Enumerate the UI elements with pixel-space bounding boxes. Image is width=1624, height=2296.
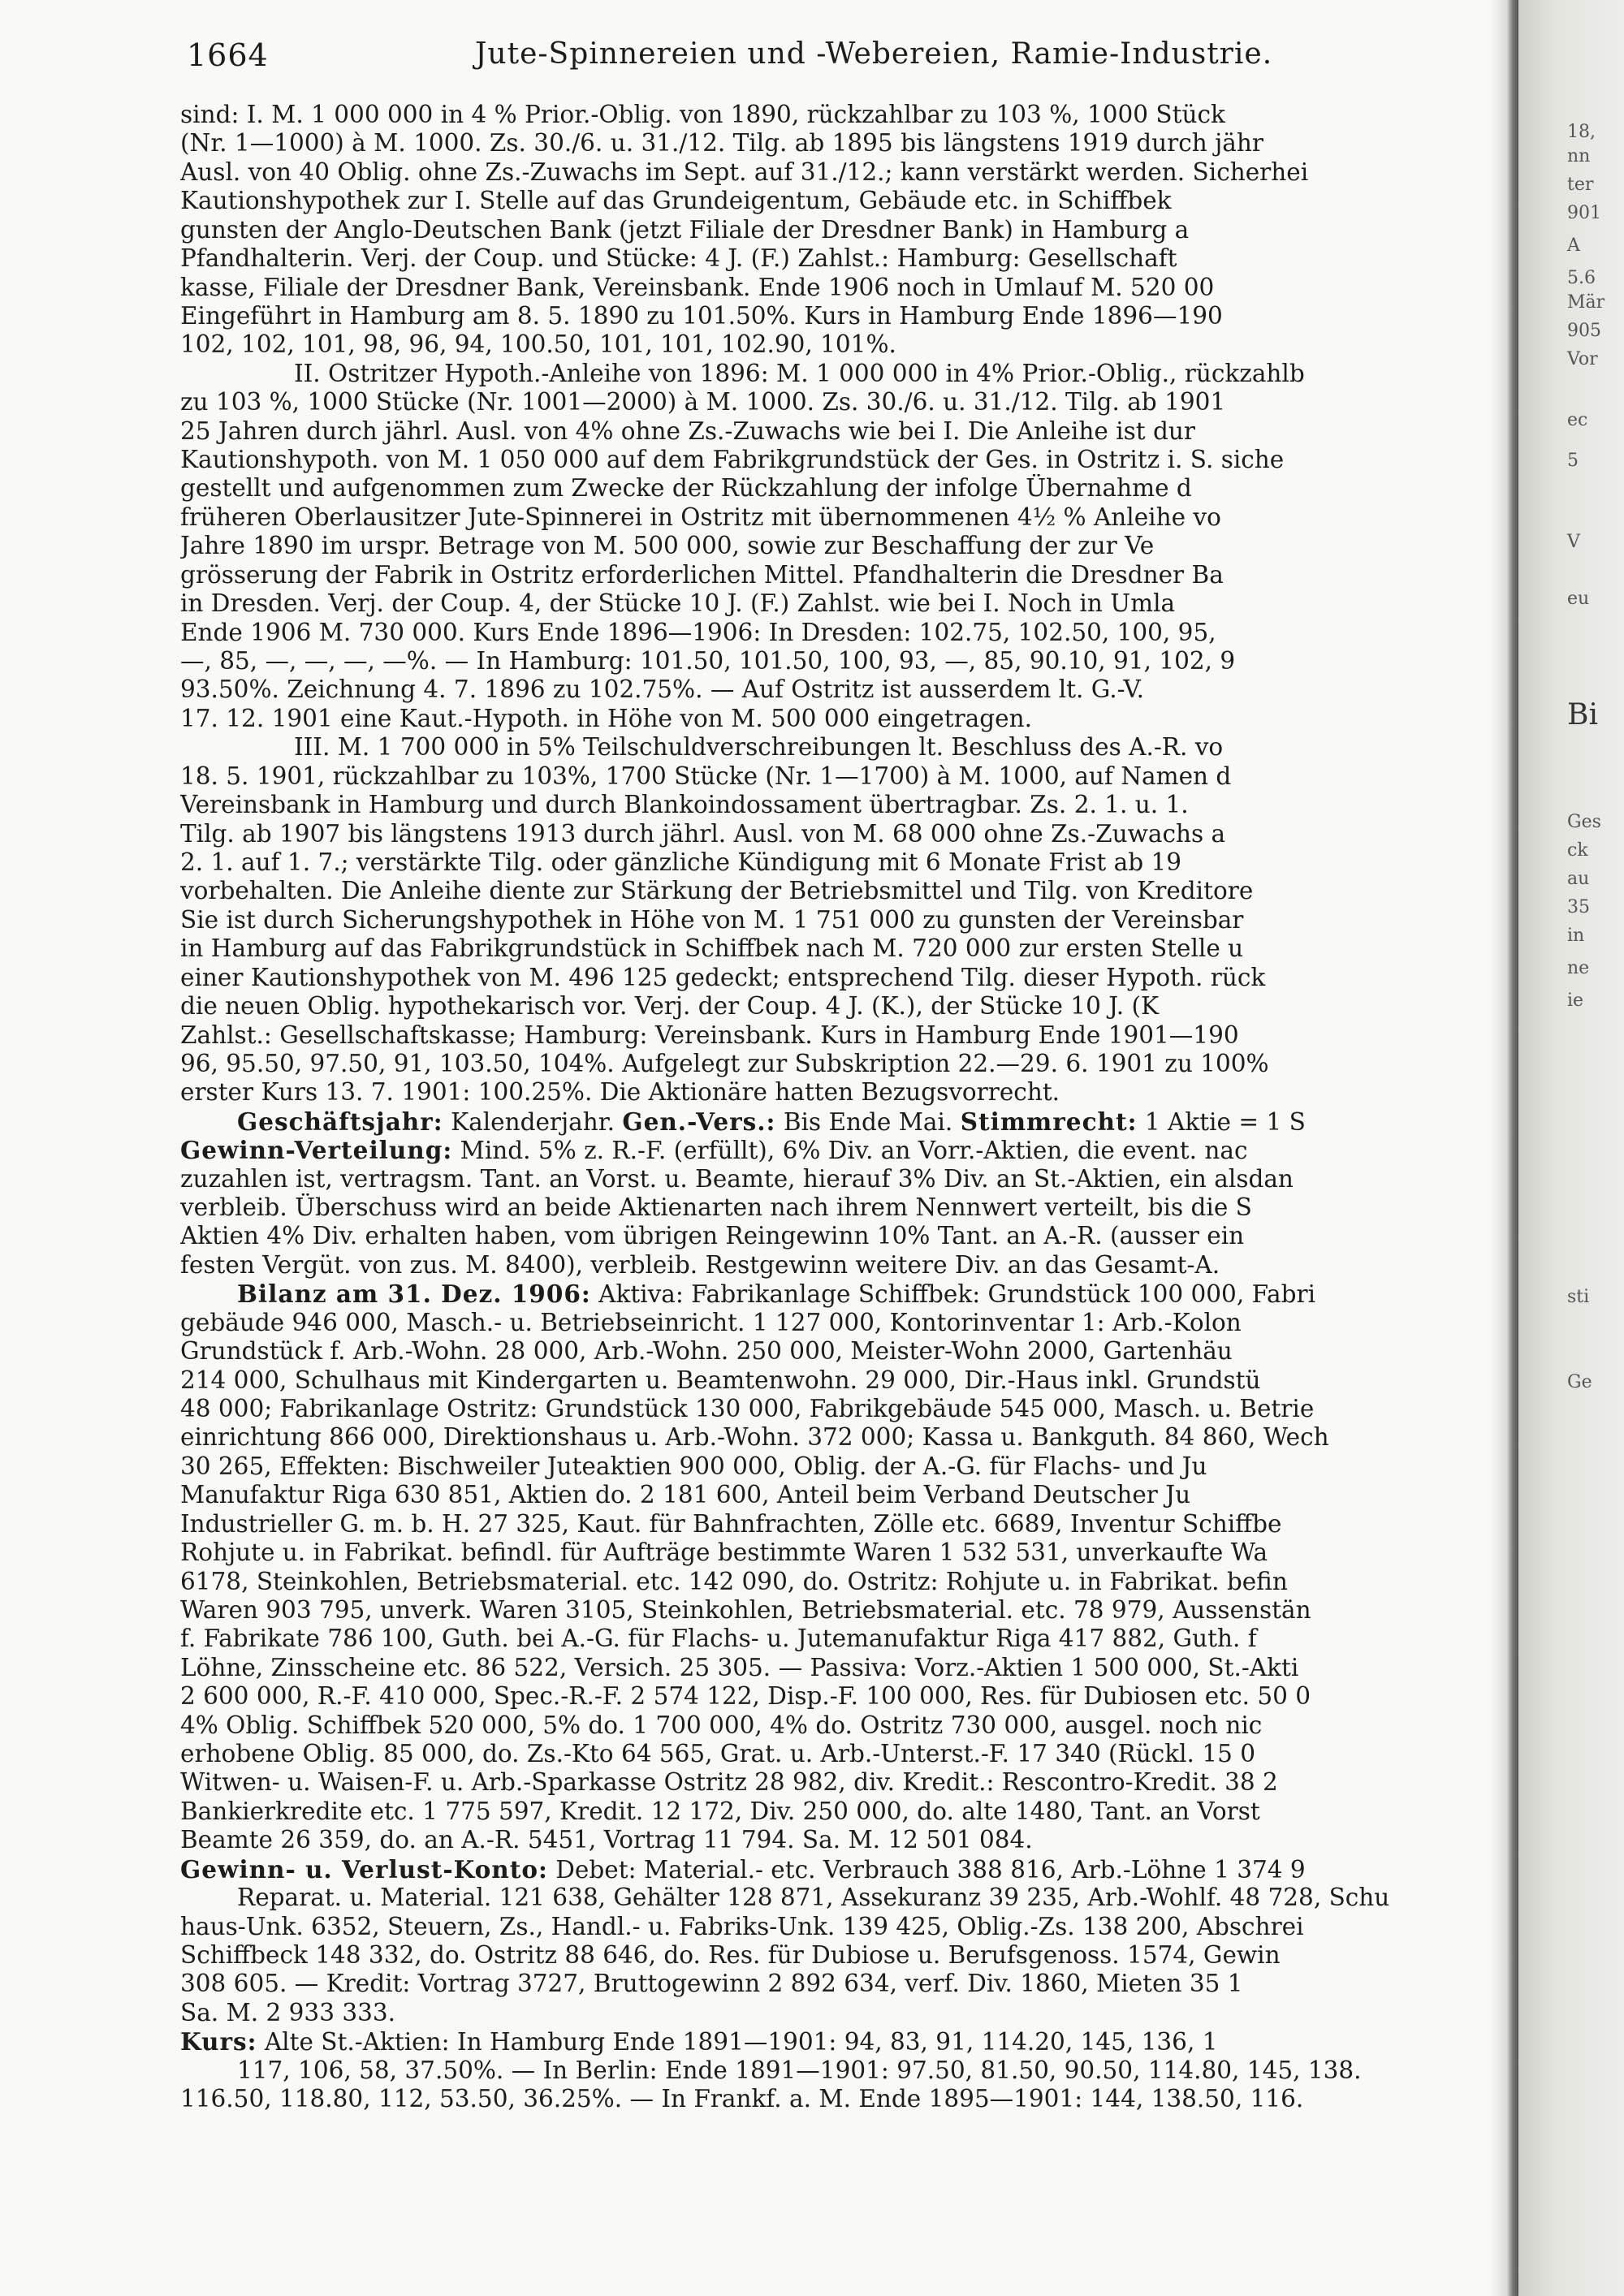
- text-line: in Hamburg auf das Fabrikgrundstück in Schiffbek nach M. 720 000 zur ersten Stelle u: [180, 934, 1244, 963]
- margin-fragment: ter: [1567, 175, 1594, 195]
- text-line: festen Vergüt. von zus. M. 8400), verbleib. Restgewinn weitere Div. an das Gesamt-A.: [180, 1250, 1220, 1279]
- text-line: sind: I. M. 1 000 000 in 4 % Prior.-Oblig. von 1890, rückzahlbar zu 103 %, 1000 Stück: [180, 101, 1225, 128]
- text-line-section: Gewinn-Verteilung: Mind. 5% z. R.-F. (erfüllt), 6% Div. an Vorr.-Aktien, die event. nac: [180, 1136, 1248, 1165]
- text-line: erster Kurs 13. 7. 1901: 100.25%. Die Aktionäre hatten Bezugsvorrecht.: [180, 1078, 1060, 1107]
- text-line: Zahlst.: Gesellschaftskasse; Hamburg: Vereinsbank. Kurs in Hamburg Ende 1901—190: [180, 1021, 1239, 1049]
- margin-fragment: in: [1567, 926, 1585, 946]
- text-line: Rohjute u. in Fabrikat. befindl. für Aufträge bestimmte Waren 1 532 531, unverkaufte Wa: [180, 1539, 1268, 1567]
- text-line: 2. 1. auf 1. 7.; verstärkte Tilg. oder gänzliche Kündigung mit 6 Monate Frist ab 19: [180, 848, 1182, 876]
- text-line: Kautionshypoth. von M. 1 050 000 auf dem Fabrikgrundstück der Ges. in Ostritz i. S. siche: [180, 446, 1285, 474]
- text-line: zu 103 %, 1000 Stücke (Nr. 1001—2000) à M. 1000. Zs. 30./6. u. 31./12. Tilg. ab 1901: [180, 388, 1226, 416]
- text-line: 116.50, 118.80, 112, 53.50, 36.25%. — In Frankf. a. M. Ende 1895—1901: 144, 138.50, 116.: [180, 2085, 1304, 2113]
- margin-fragment: 18,: [1567, 122, 1596, 142]
- text-line: Schiffbeck 148 332, do. Ostritz 88 646, do. Res. für Dubiose u. Berufsgenoss. 1574, Gewin: [180, 1941, 1281, 1969]
- text-line: 4% Oblig. Schiffbek 520 000, 5% do. 1 700 000, 4% do. Ostritz 730 000, ausgel. noch nic: [180, 1711, 1263, 1739]
- text-line: [180, 2114, 1492, 2143]
- text-line: Sie ist durch Sicherungshypothek in Höhe von M. 1 751 000 zu gunsten der Vereinsbar: [180, 905, 1244, 934]
- margin-fragment: 35: [1567, 897, 1590, 917]
- text-line: Aktien 4% Div. erhalten haben, vom übrigen Reingewinn 10% Tant. an A.-R. (ausser ein: [180, 1222, 1245, 1250]
- text-line: kasse, Filiale der Dresdner Bank, Vereinsbank. Ende 1906 noch in Umlauf M. 520 00: [180, 273, 1215, 301]
- text-line: —, 85, —, —, —, —%. — In Hamburg: 101.50, 101.50, 100, 93, —, 85, 90.10, 91, 102, 9: [180, 647, 1236, 675]
- main-text: [180, 101, 1492, 2143]
- text-line: 308 605. — Kredit: Vortrag 3727, Bruttogewinn 2 892 634, verf. Div. 1860, Mieten 35 1: [180, 1970, 1243, 1998]
- text-line: 93.50%. Zeichnung 4. 7. 1896 zu 102.75%. — Auf Ostritz ist ausserdem lt. G.-V.: [180, 675, 1145, 704]
- text-line: 2 600 000, R.-F. 410 000, Spec.-R.-F. 2 574 122, Disp.-F. 100 000, Res. für Dubiosen etc. 50 0: [180, 1682, 1311, 1711]
- text-line-section: Geschäftsjahr: Kalenderjahr. Gen.-Vers.: Bis Ende Mai. Stimmrecht: 1 Aktie = 1 S: [237, 1107, 1306, 1136]
- text-line: einer Kautionshypothek von M. 496 125 gedeckt; entsprechend Tilg. dieser Hypoth. rück: [180, 963, 1266, 991]
- adjacent-page-fragment: [1518, 0, 1624, 2296]
- text-line: erhobene Oblig. 85 000, do. Zs.-Kto 64 565, Grat. u. Arb.-Unterst.-F. 17 340 (Rückl. 15 0: [180, 1740, 1255, 1768]
- text-line: 18. 5. 1901, rückzahlbar zu 103%, 1700 Stücke (Nr. 1—1700) à M. 1000, auf Namen d: [180, 762, 1232, 790]
- text-line: 30 265, Effekten: Bischweiler Juteaktien 900 000, Oblig. der A.-G. für Flachs- und Ju: [180, 1452, 1207, 1480]
- margin-fragment: A: [1567, 235, 1580, 256]
- page-number: 1664: [187, 37, 269, 73]
- text-line: vorbehalten. Die Anleihe diente zur Stärkung der Betriebsmittel und Tilg. von Kreditore: [180, 877, 1254, 905]
- text-line-section: Bilanz am 31. Dez. 1906: Aktiva: Fabrikanlage Schiffbek: Grundstück 100 000, Fabri: [237, 1280, 1316, 1309]
- text-line: Tilg. ab 1907 bis längstens 1913 durch jährl. Ausl. von M. 68 000 ohne Zs.-Zuwachs a: [180, 819, 1226, 848]
- text-line: 6178, Steinkohlen, Betriebsmaterial. etc. 142 090, do. Ostritz: Rohjute u. in Fabrikat. befin: [180, 1567, 1288, 1595]
- text-line: Ende 1906 M. 730 000. Kurs Ende 1896—1906: In Dresden: 102.75, 102.50, 100, 95,: [180, 618, 1216, 646]
- text-line: f. Fabrikate 786 100, Guth. bei A.-G. für Flachs- u. Jutemanufaktur Riga 417 882, Guth. f: [180, 1625, 1257, 1653]
- text-line: Bankierkredite etc. 1 775 597, Kredit. 12 172, Div. 250 000, do. alte 1480, Tant. an Vorst: [180, 1797, 1260, 1825]
- text-line: Kurs: Alte St.-Aktien: In Hamburg Ende 1891—1901: 94, 83, 91, 114.20, 145, 136, 1: [180, 2027, 1218, 2056]
- page-edge-shadow: [1490, 0, 1507, 2296]
- text-line: gunsten der Anglo-Deutschen Bank (jetzt Filiale der Dresdner Bank) in Hamburg a: [180, 215, 1190, 244]
- margin-fragment: ne: [1567, 958, 1590, 978]
- text-line: gebäude 946 000, Masch.- u. Betriebseinricht. 1 127 000, Kontorinventar 1: Arb.-Kolon: [180, 1308, 1242, 1336]
- text-line: verbleib. Überschuss wird an beide Aktienarten nach ihrem Nennwert verteilt, bis die S: [180, 1193, 1252, 1222]
- text-line: Gewinn- u. Verlust-Konto: Debet: Material.- etc. Verbrauch 388 816, Arb.-Löhne 1 374 9: [180, 1854, 1306, 1884]
- text-line-section: 117, 106, 58, 37.50%. — In Berlin: Ende 1891—1901: 97.50, 81.50, 90.50, 114.80, 145, 138.: [237, 2056, 1362, 2084]
- margin-fragment: Mär: [1567, 292, 1605, 313]
- running-title: Jute-Spinnereien und -Webereien, Ramie-Industrie.: [475, 37, 1273, 71]
- text-line: Löhne, Zinsscheine etc. 86 522, Versich. 25 305. — Passiva: Vorz.-Aktien 1 500 000, St.-Akti: [180, 1653, 1299, 1681]
- margin-fragment: ck: [1567, 840, 1588, 861]
- text-line: in Dresden. Verj. der Coup. 4, der Stücke 10 J. (F.) Zahlst. wie bei I. Noch in Umla: [180, 589, 1176, 618]
- margin-fragment: nn: [1567, 146, 1591, 166]
- text-line: einrichtung 866 000, Direktionshaus u. Arb.-Wohn. 372 000; Kassa u. Bankguth. 84 860, Wech: [180, 1423, 1329, 1452]
- text-line: Waren 903 795, unverk. Waren 3105, Steinkohlen, Betriebsmaterial. etc. 78 979, Aussenstän: [180, 1595, 1311, 1624]
- text-line: zuzahlen ist, vertragsm. Tant. an Vorst. u. Beamte, hierauf 3% Div. an St.-Aktien, ein alsdan: [180, 1164, 1294, 1193]
- text-line: Kautionshypothek zur I. Stelle auf das Grundeigentum, Gebäude etc. in Schiffbek: [180, 187, 1172, 215]
- margin-fragment: sti: [1567, 1287, 1590, 1307]
- margin-fragment: ie: [1567, 990, 1584, 1011]
- text-line: III. M. 1 700 000 in 5% Teilschuldverschreibungen lt. Beschluss des A.-R. vo: [294, 733, 1224, 762]
- text-line: 17. 12. 1901 eine Kaut.-Hypoth. in Höhe von M. 500 000 eingetragen.: [180, 704, 1032, 732]
- margin-fragment: Ges: [1567, 812, 1601, 832]
- margin-fragment: 905: [1567, 321, 1601, 341]
- text-line-section: Reparat. u. Material. 121 638, Gehälter 128 871, Assekuranz 39 235, Arb.-Wohlf. 48 728, Schu: [237, 1884, 1390, 1912]
- text-line: II. Ostritzer Hypoth.-Anleihe von 1896: M. 1 000 000 in 4% Prior.-Oblig., rückzahlb: [294, 359, 1305, 387]
- text-line: 214 000, Schulhaus mit Kindergarten u. Beamtenwohn. 29 000, Dir.-Haus inkl. Grundstü: [180, 1366, 1261, 1394]
- text-line: haus-Unk. 6352, Steuern, Zs., Handl.- u. Fabriks-Unk. 139 425, Oblig.-Zs. 138 200, Abschrei: [180, 1912, 1304, 1940]
- text-line: Pfandhalterin. Verj. der Coup. und Stücke: 4 J. (F.) Zahlst.: Hamburg: Gesellschaft: [180, 244, 1177, 273]
- text-line: Eingeführt in Hamburg am 8. 5. 1890 zu 101.50%. Kurs in Hamburg Ende 1896—190: [180, 301, 1223, 330]
- margin-fragment: 901: [1567, 203, 1601, 223]
- text-line: Manufaktur Riga 630 851, Aktien do. 2 181 600, Anteil beim Verband Deutscher Ju: [180, 1481, 1191, 1509]
- text-line: Ausl. von 40 Oblig. ohne Zs.-Zuwachs im Sept. auf 31./12.; kann verstärkt werden. Sicherhei: [180, 158, 1309, 186]
- text-line: Witwen- u. Waisen-F. u. Arb.-Sparkasse Ostritz 28 982, div. Kredit.: Rescontro-Kredit. 38 2: [180, 1768, 1278, 1797]
- text-line: Industrieller G. m. b. H. 27 325, Kaut. für Bahnfrachten, Zölle etc. 6689, Inventur Schiffbe: [180, 1509, 1282, 1538]
- text-line: gestellt und aufgenommen zum Zwecke der Rückzahlung der infolge Übernahme d: [180, 474, 1192, 503]
- text-line: 25 Jahren durch jährl. Ausl. von 4% ohne Zs.-Zuwachs wie bei I. Die Anleihe ist dur: [180, 416, 1195, 445]
- text-line: Jahre 1890 im urspr. Betrage von M. 500 000, sowie zur Beschaffung der zur Ve: [180, 532, 1155, 560]
- text-line: 102, 102, 101, 98, 96, 94, 100.50, 101, 101, 102.90, 101%.: [180, 330, 896, 359]
- margin-fragment: 5.6: [1567, 268, 1596, 288]
- text-line: 48 000; Fabrikanlage Ostritz: Grundstück 130 000, Fabrikgebäude 545 000, Masch. u. Betrie: [180, 1394, 1315, 1422]
- text-line: Sa. M. 2 933 333.: [180, 1998, 396, 2026]
- margin-fragment: eu: [1567, 589, 1590, 609]
- margin-fragment: ec: [1567, 410, 1588, 430]
- margin-fragment: au: [1567, 869, 1590, 889]
- text-line: die neuen Oblig. hypothekarisch vor. Verj. der Coup. 4 J. (K.), der Stücke 10 J. (K: [180, 992, 1160, 1021]
- book-gutter: [1507, 0, 1518, 2296]
- margin-fragment: 5: [1567, 451, 1579, 471]
- margin-fragment: Vor: [1567, 349, 1598, 369]
- text-line: grösserung der Fabrik in Ostritz erforderlichen Mittel. Pfandhalterin die Dresdner Ba: [180, 560, 1224, 589]
- margin-fragment: V: [1567, 532, 1580, 552]
- text-line: (Nr. 1—1000) à M. 1000. Zs. 30./6. u. 31./12. Tilg. ab 1895 bis längstens 1919 durch jähr: [180, 129, 1263, 158]
- text-line: Beamte 26 359, do. an A.-R. 5451, Vortrag 11 794. Sa. M. 12 501 084.: [180, 1826, 1033, 1854]
- text-line: Grundstück f. Arb.-Wohn. 28 000, Arb.-Wohn. 250 000, Meister-Wohn 2000, Gartenhäu: [180, 1337, 1233, 1366]
- margin-fragment: Bi: [1567, 698, 1598, 732]
- text-line: 96, 95.50, 97.50, 91, 103.50, 104%. Aufgelegt zur Subskription 22.—29. 6. 1901 zu 100%: [180, 1049, 1269, 1077]
- text-line: früheren Oberlausitzer Jute-Spinnerei in Ostritz mit übernommenen 4½ % Anleihe vo: [180, 503, 1221, 531]
- text-line: Vereinsbank in Hamburg und durch Blankoindossament übertragbar. Zs. 2. 1. u. 1.: [180, 791, 1189, 819]
- margin-fragment: Ge: [1567, 1372, 1592, 1392]
- page-header: [187, 34, 1486, 83]
